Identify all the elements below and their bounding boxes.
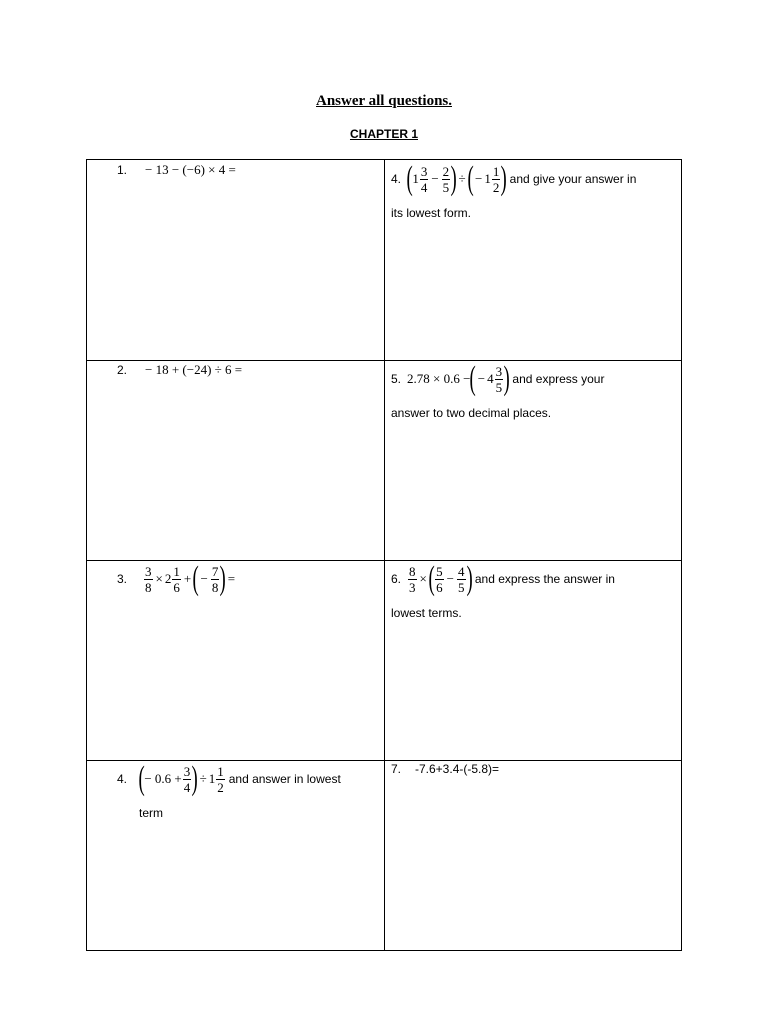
row-divider [87,360,681,361]
row-divider [87,560,681,561]
whole-number: 4 [487,371,494,386]
paren-open: ( [192,560,199,597]
fraction [435,565,444,594]
fraction [442,165,451,194]
operator: − [431,171,439,186]
denominator: 8 [211,579,219,595]
numerator: 8 [409,563,416,579]
question-number: 4. [117,772,128,786]
paren-close: ) [500,160,508,197]
instruction-text: and express your [512,372,605,386]
question-right-5 [391,362,604,420]
question-number: 4. [391,172,402,186]
question-number: 1. [117,163,128,177]
fraction [408,565,417,594]
denominator: 5 [495,379,503,395]
expression-part: − 0.6 + [144,771,182,786]
questions-table [86,159,682,951]
fraction [144,565,153,594]
operator: − [446,571,455,586]
instruction-text: term [139,806,163,820]
denominator: 3 [409,579,416,595]
expression [407,362,509,396]
expression: -7.6+3.4-(-5.8)= [415,762,500,776]
paren-open: ( [138,760,145,797]
operator: − [200,571,208,586]
fraction [492,165,501,194]
paren-close: ) [450,160,457,197]
column-divider [384,160,385,950]
fraction [457,565,466,594]
fraction [420,165,429,194]
numerator: 3 [145,563,152,579]
paren-close: ) [191,760,199,797]
instruction-text: and answer in lowest [228,772,341,786]
expression [139,762,226,796]
page-title: Answer all questions. [316,93,452,109]
numerator: 5 [436,563,443,579]
question-number: 3. [117,572,128,586]
denominator: 2 [492,179,500,195]
operator: × [155,571,163,586]
denominator: 2 [217,779,224,795]
whole-number: 1 [208,771,216,786]
whole-number: 1 [484,171,491,186]
denominator: 8 [145,579,152,595]
operator: − [477,371,486,386]
operator: ÷ [458,171,466,186]
expression-part: 2.78 × 0.6 − [407,371,471,386]
question-right-4 [391,162,636,220]
numerator: 7 [211,563,219,579]
question-number: 2. [117,363,128,377]
fraction [495,365,504,394]
denominator: 4 [183,779,191,795]
question-number: 6. [391,572,402,586]
paren-close: ) [466,560,473,597]
expression: − 13 − (−6) × 4 = [145,162,236,177]
paren-close: ) [503,360,510,397]
numerator: 1 [217,763,224,779]
instruction-text: and express the answer in [474,572,615,586]
question-number: 5. [391,372,402,386]
operator: − [474,171,483,186]
expression [407,562,472,596]
question-right-6 [391,562,615,620]
paren-open: ( [428,560,435,597]
paren-open: ( [467,160,474,197]
denominator: 6 [173,579,180,595]
numerator: 3 [495,363,503,379]
operator: = [227,571,236,586]
question-left-2 [117,362,242,378]
instruction-text: and give your answer in [509,172,637,186]
operator: + [183,571,192,586]
paren-close: ) [219,560,227,597]
denominator: 4 [420,179,428,195]
numerator: 1 [173,563,180,579]
paren-open: ( [406,160,413,197]
denominator: 5 [458,579,465,595]
numerator: 2 [442,163,450,179]
fraction [172,565,181,594]
denominator: 5 [442,179,450,195]
question-left-3 [117,562,237,596]
paren-open: ( [469,360,477,397]
chapter-heading: CHAPTER 1 [349,127,418,141]
question-right-7 [391,762,499,776]
numerator: 3 [420,163,428,179]
instruction-text: lowest terms. [391,606,462,620]
instruction-text: its lowest form. [391,206,472,220]
question-left-4 [117,762,341,820]
whole-number: 1 [412,171,419,186]
instruction-text: answer to two decimal places. [391,406,552,420]
operator: × [419,571,427,586]
numerator: 4 [458,563,465,579]
question-left-1 [117,162,236,178]
row-divider [87,760,681,761]
question-number: 7. [391,762,402,776]
fraction [183,765,192,794]
whole-number: 2 [164,571,172,586]
expression: − 18 + (−24) ÷ 6 = [145,362,243,377]
numerator: 1 [492,163,500,179]
operator: ÷ [199,771,207,786]
expression [407,162,507,196]
denominator: 6 [436,579,443,595]
expression [143,562,237,596]
numerator: 3 [183,763,191,779]
fraction [216,765,225,794]
fraction [211,565,220,594]
